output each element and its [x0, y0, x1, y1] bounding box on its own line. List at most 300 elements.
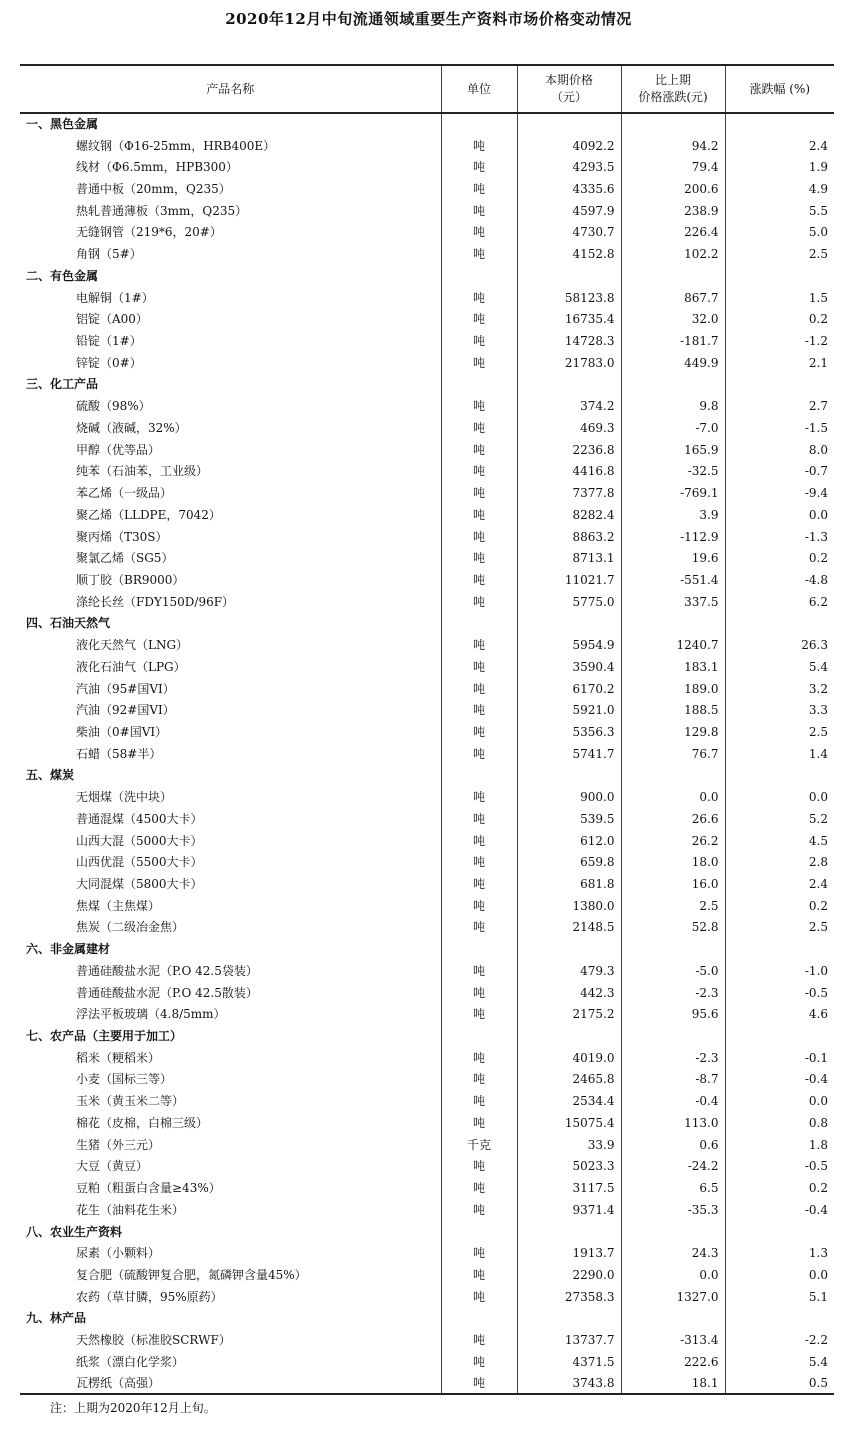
unit-cell: [441, 938, 517, 960]
pct-cell: 2.4: [725, 873, 834, 895]
change-cell: 18.1: [621, 1373, 725, 1395]
table-row: [20, 656, 834, 678]
product-name: 纸浆（漂白化学浆）: [76, 1354, 185, 1369]
unit-cell: [441, 613, 517, 635]
pct-cell: [725, 765, 834, 787]
price-cell: [517, 113, 621, 135]
change-cell: 0.0: [621, 1264, 725, 1286]
product-name: 普通中板（20mm，Q235）: [76, 182, 231, 197]
category-name: 一、黑色金属: [26, 117, 99, 132]
table-row: [20, 569, 834, 591]
price-cell: 16735.4: [517, 308, 621, 330]
unit-cell: 吨: [441, 830, 517, 852]
product-name: 铝锭（A00）: [76, 312, 148, 327]
price-cell: 374.2: [517, 395, 621, 417]
table-row: [20, 982, 834, 1004]
table-row: [20, 830, 834, 852]
pct-cell: 4.9: [725, 178, 834, 200]
pct-cell: 5.4: [725, 1351, 834, 1373]
change-cell: 449.9: [621, 352, 725, 374]
pct-cell: -4.8: [725, 569, 834, 591]
table-row: [20, 439, 834, 461]
pct-cell: -1.2: [725, 330, 834, 352]
price-cell: 5775.0: [517, 591, 621, 613]
product-name: 柴油（0#国VI）: [76, 724, 168, 739]
category-row: [20, 265, 834, 287]
pct-cell: [725, 113, 834, 135]
pct-cell: 1.8: [725, 1134, 834, 1156]
unit-cell: 吨: [441, 1177, 517, 1199]
pct-cell: 0.0: [725, 786, 834, 808]
change-cell: -769.1: [621, 482, 725, 504]
price-cell: 479.3: [517, 960, 621, 982]
change-cell: [621, 1025, 725, 1047]
unit-cell: 吨: [441, 982, 517, 1004]
unit-cell: 千克: [441, 1134, 517, 1156]
header-change-line1: 比上期: [654, 73, 691, 87]
unit-cell: 吨: [441, 1069, 517, 1091]
pct-cell: 0.0: [725, 1090, 834, 1112]
change-cell: 200.6: [621, 178, 725, 200]
change-cell: -7.0: [621, 417, 725, 439]
unit-cell: 吨: [441, 287, 517, 309]
pct-cell: -1.3: [725, 526, 834, 548]
category-name: 五、煤炭: [26, 768, 75, 783]
pct-cell: 0.2: [725, 308, 834, 330]
product-name: 农药（草甘膦，95%原药）: [76, 1289, 223, 1304]
product-name: 铅锭（1#）: [76, 334, 142, 349]
table-header: [20, 65, 834, 113]
product-name: 天然橡胶（标准胶SCRWF）: [76, 1333, 231, 1348]
unit-cell: 吨: [441, 504, 517, 526]
pct-cell: 0.8: [725, 1112, 834, 1134]
price-cell: [517, 613, 621, 635]
table-row: [20, 222, 834, 244]
pct-cell: 2.5: [725, 917, 834, 939]
price-cell: 33.9: [517, 1134, 621, 1156]
header-price: [517, 65, 621, 113]
unit-cell: [441, 265, 517, 287]
unit-cell: 吨: [441, 786, 517, 808]
change-cell: 95.6: [621, 1003, 725, 1025]
table-row: [20, 699, 834, 721]
pct-cell: 0.2: [725, 547, 834, 569]
table-row: [20, 1351, 834, 1373]
pct-cell: -0.5: [725, 1156, 834, 1178]
pct-cell: 2.8: [725, 851, 834, 873]
table-row: [20, 1047, 834, 1069]
product-name: 大同混煤（5800大卡）: [76, 877, 203, 892]
product-name: 焦煤（主焦煤）: [76, 898, 161, 913]
pct-cell: 2.5: [725, 243, 834, 265]
unit-cell: 吨: [441, 417, 517, 439]
change-cell: 52.8: [621, 917, 725, 939]
change-cell: [621, 113, 725, 135]
table-body: [20, 113, 834, 1394]
change-cell: 16.0: [621, 873, 725, 895]
change-cell: -2.3: [621, 982, 725, 1004]
pct-cell: [725, 265, 834, 287]
product-name: 螺纹钢（Φ16-25mm，HRB400E）: [76, 138, 276, 153]
change-cell: [621, 1221, 725, 1243]
change-cell: -8.7: [621, 1069, 725, 1091]
pct-cell: 4.6: [725, 1003, 834, 1025]
product-name: 小麦（国标三等）: [76, 1072, 173, 1087]
category-name: 三、化工产品: [26, 377, 99, 392]
price-cell: 3590.4: [517, 656, 621, 678]
product-name: 豆粕（粗蛋白含量≥43%）: [76, 1181, 221, 1196]
header-change-line2: 价格涨跌(元): [638, 90, 708, 104]
price-cell: 8282.4: [517, 504, 621, 526]
change-cell: -5.0: [621, 960, 725, 982]
unit-cell: 吨: [441, 330, 517, 352]
table-row: [20, 895, 834, 917]
unit-cell: 吨: [441, 656, 517, 678]
product-name: 无缝钢管（219*6，20#）: [76, 225, 222, 240]
category-row: [20, 374, 834, 396]
table-row: [20, 786, 834, 808]
table-row: [20, 547, 834, 569]
change-cell: 0.0: [621, 786, 725, 808]
unit-cell: 吨: [441, 1047, 517, 1069]
change-cell: -181.7: [621, 330, 725, 352]
price-cell: 14728.3: [517, 330, 621, 352]
product-name: 尿素（小颗料）: [76, 1246, 161, 1261]
price-cell: 6170.2: [517, 678, 621, 700]
price-cell: 3743.8: [517, 1373, 621, 1395]
unit-cell: 吨: [441, 895, 517, 917]
price-cell: [517, 938, 621, 960]
price-cell: 4416.8: [517, 461, 621, 483]
product-name: 纯苯（石油苯，工业级）: [76, 464, 209, 479]
pct-cell: -2.2: [725, 1329, 834, 1351]
pct-cell: 0.2: [725, 1177, 834, 1199]
pct-cell: [725, 613, 834, 635]
unit-cell: 吨: [441, 699, 517, 721]
change-cell: -0.4: [621, 1090, 725, 1112]
pct-cell: 0.0: [725, 1264, 834, 1286]
pct-cell: 1.3: [725, 1242, 834, 1264]
product-name: 烧碱（液碱，32%）: [76, 420, 187, 435]
category-name: 四、石油天然气: [26, 616, 111, 631]
product-name: 焦炭（二级冶金焦）: [76, 920, 185, 935]
table-row: [20, 808, 834, 830]
product-name: 汽油（92#国VI）: [76, 703, 175, 718]
table-row: [20, 330, 834, 352]
product-name: 线材（Φ6.5mm，HPB300）: [76, 160, 238, 175]
product-name: 浮法平板玻璃（4.8/5mm）: [76, 1007, 226, 1022]
price-cell: 11021.7: [517, 569, 621, 591]
pct-cell: [725, 374, 834, 396]
change-cell: 867.7: [621, 287, 725, 309]
unit-cell: 吨: [441, 178, 517, 200]
change-cell: 226.4: [621, 222, 725, 244]
product-name: 普通硅酸盐水泥（P.O 42.5散装）: [76, 985, 258, 1000]
unit-cell: 吨: [441, 851, 517, 873]
header-product-name: 产品名称: [20, 65, 441, 113]
product-name: 顺丁胶（BR9000）: [76, 572, 185, 587]
pct-cell: 0.0: [725, 504, 834, 526]
pct-cell: [725, 1221, 834, 1243]
product-name: 甲醇（优等品）: [76, 442, 161, 457]
price-cell: [517, 374, 621, 396]
price-cell: 4730.7: [517, 222, 621, 244]
pct-cell: 1.4: [725, 743, 834, 765]
pct-cell: 2.5: [725, 721, 834, 743]
unit-cell: 吨: [441, 439, 517, 461]
change-cell: [621, 938, 725, 960]
change-cell: 1240.7: [621, 634, 725, 656]
table-row: [20, 873, 834, 895]
change-cell: 2.5: [621, 895, 725, 917]
pct-cell: 2.4: [725, 135, 834, 157]
price-table: [20, 64, 834, 1395]
price-cell: 1913.7: [517, 1242, 621, 1264]
pct-cell: 5.4: [725, 656, 834, 678]
pct-cell: 6.2: [725, 591, 834, 613]
unit-cell: 吨: [441, 1090, 517, 1112]
header-price-line1: 本期价格: [544, 73, 593, 87]
unit-cell: 吨: [441, 461, 517, 483]
unit-cell: 吨: [441, 873, 517, 895]
price-cell: 5741.7: [517, 743, 621, 765]
price-cell: 2290.0: [517, 1264, 621, 1286]
price-cell: 21783.0: [517, 352, 621, 374]
table-row: [20, 287, 834, 309]
unit-cell: 吨: [441, 721, 517, 743]
table-row: [20, 1242, 834, 1264]
change-cell: 79.4: [621, 156, 725, 178]
price-cell: 681.8: [517, 873, 621, 895]
change-cell: 24.3: [621, 1242, 725, 1264]
unit-cell: 吨: [441, 917, 517, 939]
unit-cell: 吨: [441, 1156, 517, 1178]
change-cell: 76.7: [621, 743, 725, 765]
unit-cell: 吨: [441, 569, 517, 591]
product-name: 硫酸（98%）: [76, 399, 151, 414]
unit-cell: [441, 113, 517, 135]
table-row: [20, 461, 834, 483]
header-row: [20, 65, 834, 113]
unit-cell: 吨: [441, 960, 517, 982]
table-row: [20, 591, 834, 613]
table-row: [20, 200, 834, 222]
table-row: [20, 308, 834, 330]
table-row: [20, 1329, 834, 1351]
pct-cell: -1.5: [725, 417, 834, 439]
unit-cell: [441, 374, 517, 396]
pct-cell: 3.2: [725, 678, 834, 700]
price-cell: 612.0: [517, 830, 621, 852]
price-cell: 5356.3: [517, 721, 621, 743]
table-row: [20, 352, 834, 374]
pct-cell: 5.2: [725, 808, 834, 830]
product-name: 聚乙烯（LLDPE，7042）: [76, 507, 221, 522]
price-cell: 13737.7: [517, 1329, 621, 1351]
table-row: [20, 417, 834, 439]
unit-cell: 吨: [441, 1286, 517, 1308]
change-cell: 19.6: [621, 547, 725, 569]
unit-cell: [441, 1025, 517, 1047]
price-cell: 4597.9: [517, 200, 621, 222]
header-change: [621, 65, 725, 113]
change-cell: 189.0: [621, 678, 725, 700]
price-cell: 2534.4: [517, 1090, 621, 1112]
pct-cell: -9.4: [725, 482, 834, 504]
change-cell: 113.0: [621, 1112, 725, 1134]
pct-cell: 8.0: [725, 439, 834, 461]
price-cell: 1380.0: [517, 895, 621, 917]
price-cell: 4092.2: [517, 135, 621, 157]
page-title: 2020年12月中旬流通领域重要生产资料市场价格变动情况: [225, 10, 632, 28]
table-row: [20, 1264, 834, 1286]
price-cell: 9371.4: [517, 1199, 621, 1221]
table-row: [20, 721, 834, 743]
price-cell: 539.5: [517, 808, 621, 830]
unit-cell: 吨: [441, 808, 517, 830]
category-row: [20, 938, 834, 960]
price-cell: 2236.8: [517, 439, 621, 461]
change-cell: 94.2: [621, 135, 725, 157]
table-row: [20, 1134, 834, 1156]
change-cell: 26.2: [621, 830, 725, 852]
category-row: [20, 1221, 834, 1243]
unit-cell: 吨: [441, 526, 517, 548]
header-price-line2: （元）: [550, 90, 587, 104]
product-name: 玉米（黄玉米二等）: [76, 1094, 185, 1109]
price-cell: 4152.8: [517, 243, 621, 265]
pct-cell: -0.5: [725, 982, 834, 1004]
table-row: [20, 526, 834, 548]
unit-cell: 吨: [441, 352, 517, 374]
change-cell: -313.4: [621, 1329, 725, 1351]
pct-cell: 2.1: [725, 352, 834, 374]
change-cell: 183.1: [621, 656, 725, 678]
table-row: [20, 1069, 834, 1091]
change-cell: -24.2: [621, 1156, 725, 1178]
price-cell: 4335.6: [517, 178, 621, 200]
price-cell: [517, 765, 621, 787]
table-row: [20, 135, 834, 157]
pct-cell: 5.0: [725, 222, 834, 244]
table-row: [20, 743, 834, 765]
change-cell: -112.9: [621, 526, 725, 548]
change-cell: 18.0: [621, 851, 725, 873]
product-name: 无烟煤（洗中块）: [76, 790, 173, 805]
pct-cell: 4.5: [725, 830, 834, 852]
pct-cell: 0.2: [725, 895, 834, 917]
pct-cell: -0.1: [725, 1047, 834, 1069]
change-cell: 26.6: [621, 808, 725, 830]
pct-cell: 5.5: [725, 200, 834, 222]
product-name: 花生（油料花生米）: [76, 1202, 185, 1217]
product-name: 苯乙烯（一级品）: [76, 486, 173, 501]
table-row: [20, 482, 834, 504]
unit-cell: [441, 765, 517, 787]
price-cell: 469.3: [517, 417, 621, 439]
change-cell: [621, 613, 725, 635]
price-cell: 2465.8: [517, 1069, 621, 1091]
category-row: [20, 1308, 834, 1330]
unit-cell: 吨: [441, 482, 517, 504]
change-cell: 238.9: [621, 200, 725, 222]
change-cell: 222.6: [621, 1351, 725, 1373]
category-name: 八、农业生产资料: [26, 1224, 123, 1239]
change-cell: -2.3: [621, 1047, 725, 1069]
product-name: 大豆（黄豆）: [76, 1159, 149, 1174]
unit-cell: 吨: [441, 1003, 517, 1025]
change-cell: -32.5: [621, 461, 725, 483]
price-cell: 2148.5: [517, 917, 621, 939]
table-row: [20, 178, 834, 200]
change-cell: 165.9: [621, 439, 725, 461]
product-name: 复合肥（硫酸钾复合肥，氮磷钾含量45%）: [76, 1267, 307, 1282]
change-cell: [621, 265, 725, 287]
price-cell: 8863.2: [517, 526, 621, 548]
unit-cell: 吨: [441, 743, 517, 765]
product-name: 涤纶长丝（FDY150D/96F）: [76, 594, 235, 609]
table-row: [20, 917, 834, 939]
price-cell: 58123.8: [517, 287, 621, 309]
price-cell: [517, 1221, 621, 1243]
change-cell: 9.8: [621, 395, 725, 417]
unit-cell: [441, 1308, 517, 1330]
pct-cell: [725, 1025, 834, 1047]
price-cell: 3117.5: [517, 1177, 621, 1199]
header-unit: 单位: [441, 65, 517, 113]
price-cell: 7377.8: [517, 482, 621, 504]
product-name: 生猪（外三元）: [76, 1137, 161, 1152]
category-row: [20, 1025, 834, 1047]
product-name: 热轧普通薄板（3mm，Q235）: [76, 203, 248, 218]
category-row: [20, 613, 834, 635]
product-name: 棉花（皮棉，白棉三级）: [76, 1115, 209, 1130]
pct-cell: -0.4: [725, 1069, 834, 1091]
table-row: [20, 960, 834, 982]
change-cell: [621, 374, 725, 396]
table-row: [20, 156, 834, 178]
category-row: [20, 765, 834, 787]
price-cell: 5023.3: [517, 1156, 621, 1178]
unit-cell: 吨: [441, 135, 517, 157]
category-name: 六、非金属建材: [26, 942, 111, 957]
product-name: 普通混煤（4500大卡）: [76, 811, 203, 826]
pct-cell: 3.3: [725, 699, 834, 721]
change-cell: 0.6: [621, 1134, 725, 1156]
unit-cell: 吨: [441, 1264, 517, 1286]
product-name: 聚氯乙烯（SG5）: [76, 551, 174, 566]
price-cell: 8713.1: [517, 547, 621, 569]
pct-cell: [725, 1308, 834, 1330]
price-cell: 4293.5: [517, 156, 621, 178]
table-row: [20, 395, 834, 417]
change-cell: 129.8: [621, 721, 725, 743]
change-cell: -35.3: [621, 1199, 725, 1221]
table-row: [20, 1156, 834, 1178]
unit-cell: 吨: [441, 200, 517, 222]
price-cell: [517, 1025, 621, 1047]
unit-cell: 吨: [441, 395, 517, 417]
product-name: 液化天然气（LNG）: [76, 638, 189, 653]
unit-cell: 吨: [441, 591, 517, 613]
price-cell: [517, 265, 621, 287]
change-cell: 1327.0: [621, 1286, 725, 1308]
change-cell: -551.4: [621, 569, 725, 591]
change-cell: 3.9: [621, 504, 725, 526]
table-row: [20, 634, 834, 656]
table-row: [20, 678, 834, 700]
category-name: 七、农产品（主要用于加工）: [26, 1029, 183, 1044]
